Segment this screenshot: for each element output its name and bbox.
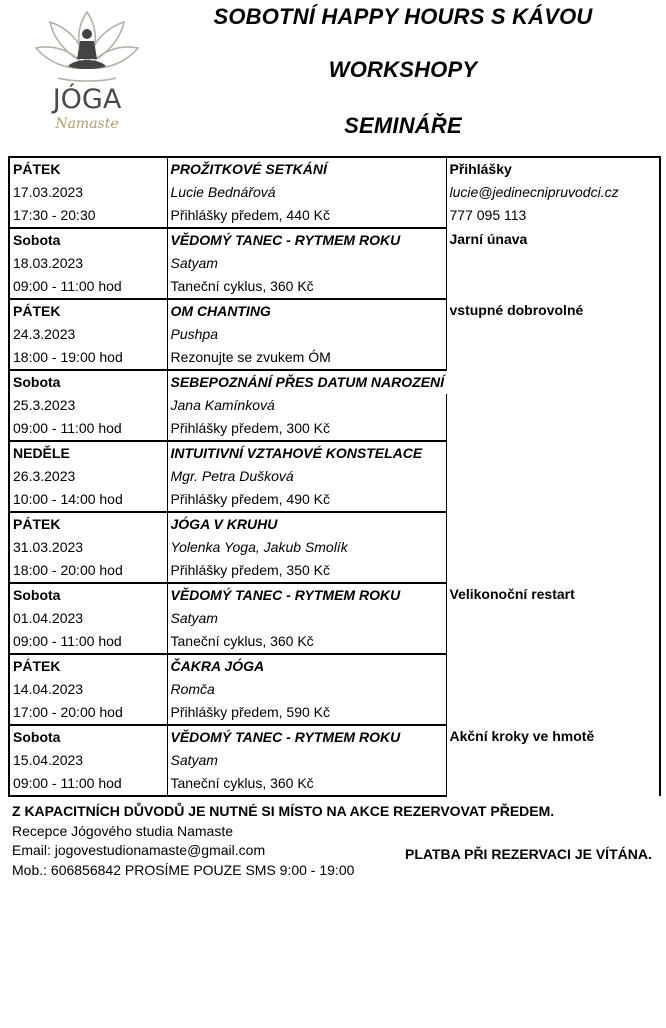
logo-script: Namaste <box>55 116 119 132</box>
event-info: Taneční cyklus, 360 Kč <box>167 630 446 654</box>
event-day: Sobota <box>9 370 167 394</box>
event-day: PÁTEK <box>9 157 167 181</box>
event-note: Přihlášky lucie@jedinecnipruvodci.cz 777 095 113 <box>446 157 660 228</box>
event-info: Přihlášky předem, 440 Kč <box>167 204 446 228</box>
event-row <box>9 441 660 512</box>
event-day: PÁTEK <box>9 299 167 323</box>
title-workshopy: WORKSHOPY <box>328 57 478 82</box>
event-note: vstupné dobrovolné <box>446 299 660 370</box>
event-time: 09:00 - 11:00 hod <box>9 275 167 299</box>
event-note <box>446 370 660 441</box>
event-lecturer: Jana Kamínková <box>167 394 446 417</box>
event-date: 25.3.2023 <box>9 394 167 417</box>
event-title: ČAKRA JÓGA <box>167 654 446 678</box>
event-time: 18:00 - 20:00 hod <box>9 559 167 583</box>
event-row <box>9 370 660 441</box>
event-row <box>9 725 660 796</box>
event-info: Přihlášky předem, 490 Kč <box>167 488 446 512</box>
event-note <box>446 654 660 725</box>
event-title: VĚDOMÝ TANEC - RYTMEM ROKU <box>167 228 446 252</box>
event-info: Přihlášky předem, 350 Kč <box>167 559 446 583</box>
event-info: Rezonujte se zvukem ÓM <box>167 346 446 370</box>
event-row <box>9 654 660 725</box>
event-day: PÁTEK <box>9 512 167 536</box>
event-lecturer: Satyam <box>167 749 446 772</box>
event-time: 09:00 - 11:00 hod <box>9 772 167 796</box>
logo-word: JÓGA <box>52 84 122 115</box>
event-title: OM CHANTING <box>167 299 446 323</box>
events-table <box>8 156 661 797</box>
event-date: 17.03.2023 <box>9 181 167 204</box>
event-row <box>9 299 660 370</box>
event-day: Sobota <box>9 583 167 607</box>
event-row <box>9 583 660 654</box>
event-title: JÓGA V KRUHU <box>167 512 446 536</box>
event-lecturer: Pushpa <box>167 323 446 346</box>
event-info: Taneční cyklus, 360 Kč <box>167 772 446 796</box>
event-time: 09:00 - 11:00 hod <box>9 417 167 441</box>
event-lecturer: Mgr. Petra Dušková <box>167 465 446 488</box>
contact-email: lucie@jedinecnipruvodci.cz <box>449 184 619 200</box>
event-time: 09:00 - 11:00 hod <box>9 630 167 654</box>
event-note <box>446 441 660 512</box>
event-date: 14.04.2023 <box>9 678 167 701</box>
event-title: SEBEPOZNÁNÍ PŘES DATUM NAROZENÍ <box>170 374 445 390</box>
contact-phone: 777 095 113 <box>449 207 527 223</box>
event-info: Přihlášky předem, 300 Kč <box>167 417 446 441</box>
studio-logo <box>28 4 146 134</box>
event-row <box>9 157 660 228</box>
event-date: 18.03.2023 <box>9 252 167 275</box>
contact-mobile: Mob.: 606856842 PROSÍME POUZE SMS 9:00 - 19:00 <box>12 862 355 878</box>
event-row <box>9 512 660 583</box>
event-title: INTUITIVNÍ VZTAHOVÉ KONSTELACE <box>167 441 446 465</box>
event-note: Velikonoční restart <box>446 583 660 654</box>
title-seminare: SEMINÁŘE <box>344 113 462 138</box>
event-lecturer: Satyam <box>167 607 446 630</box>
event-note: Akční kroky ve hmotě <box>446 725 660 796</box>
event-time: 17:00 - 20:00 hod <box>9 701 167 725</box>
event-time: 10:00 - 14:00 hod <box>9 488 167 512</box>
payment-notice: PLATBA PŘI REZERVACI JE VÍTÁNA. <box>405 846 652 862</box>
lotus-yoga-icon <box>28 4 146 134</box>
event-day: NEDĚLE <box>9 441 167 465</box>
event-lecturer: Lucie Bednářová <box>167 181 446 204</box>
event-lecturer: Romča <box>167 678 446 701</box>
event-info: Taneční cyklus, 360 Kč <box>167 275 446 299</box>
event-title: VĚDOMÝ TANEC - RYTMEM ROKU <box>167 583 446 607</box>
title-happy-hours: SOBOTNÍ HAPPY HOURS S KÁVOU <box>213 4 593 29</box>
event-day: Sobota <box>9 228 167 252</box>
event-date: 26.3.2023 <box>9 465 167 488</box>
event-lecturer: Yolenka Yoga, Jakub Smolík <box>167 536 446 559</box>
event-title: VĚDOMÝ TANEC - RYTMEM ROKU <box>167 725 446 749</box>
capacity-notice: Z KAPACITNÍCH DŮVODŮ JE NUTNÉ SI MÍSTO NA AKCE REZERVOVAT PŘEDEM. <box>12 803 555 819</box>
event-note <box>446 512 660 583</box>
event-date: 24.3.2023 <box>9 323 167 346</box>
event-day: PÁTEK <box>9 654 167 678</box>
event-info: Přihlášky předem, 590 Kč <box>167 701 446 725</box>
event-date: 15.04.2023 <box>9 749 167 772</box>
event-title: PROŽITKOVÉ SETKÁNÍ <box>167 157 446 181</box>
event-time: 18:00 - 19:00 hod <box>9 346 167 370</box>
reception-text: Recepce Jógového studia Namaste <box>12 823 234 839</box>
contact-email: Email: jogovestudionamaste@gmail.com <box>12 842 266 858</box>
event-note: Jarní únava <box>446 228 660 299</box>
event-time: 17:30 - 20:30 <box>9 204 167 228</box>
event-date: 01.04.2023 <box>9 607 167 630</box>
event-lecturer: Satyam <box>167 252 446 275</box>
event-row <box>9 228 660 299</box>
event-day: Sobota <box>9 725 167 749</box>
event-date: 31.03.2023 <box>9 536 167 559</box>
